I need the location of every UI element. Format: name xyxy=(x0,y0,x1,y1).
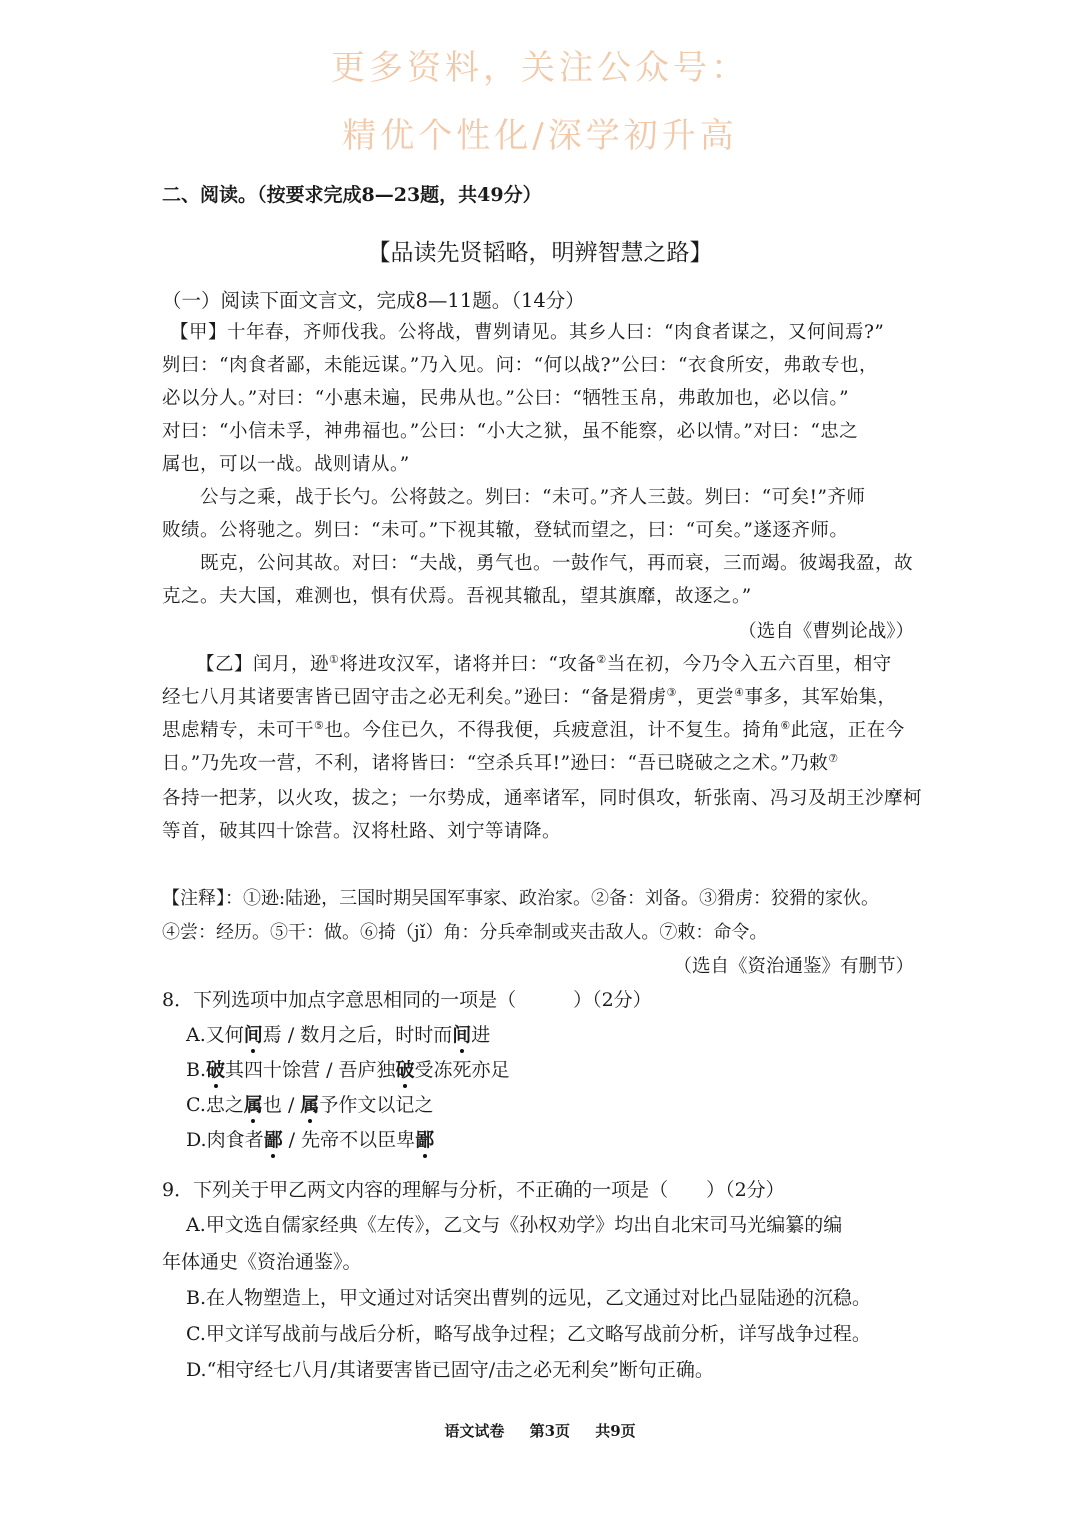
jia-source: （选自《曹刿论战》） xyxy=(738,621,914,642)
yi-line-5: 各持一把茅，以火攻，拔之；一尔势成，通率诸军，同时俱攻，斩张南、冯习及胡王沙摩柯 xyxy=(162,788,923,809)
jia-line-1: 【甲】十年春，齐师伐我。公将战，曹刿请见。其乡人曰：“肉食者谋之，又何间焉?” xyxy=(170,322,885,343)
jia-line-5: 属也，可以一战。战则请从。” xyxy=(162,454,410,475)
q9-option-c: C.甲文详写战前与战后分析，略写战争过程；乙文略写战前分析，详写战争过程。 xyxy=(186,1323,871,1345)
watermark-line-2: 精优个性化/深学初升高 xyxy=(342,116,738,156)
q8-option-d: D.肉食者鄙 / 先帝不以臣卑鄙 xyxy=(186,1129,435,1151)
jia-line-3: 必以分人。”对曰：“小惠未遍，民弗从也。”公曰：“牺牲玉帛，弗敢加也，必以信。” xyxy=(162,388,850,409)
theme-title: 【品读先贤韬略，明辨智慧之路】 xyxy=(367,240,713,266)
notes-line-1: 【注释】：①逊:陆逊，三国时期吴国军事家、政治家。②备：刘备。③猾虏：狡猾的家伙。 xyxy=(162,888,880,909)
footer-subject: 语文试卷 xyxy=(444,1422,505,1440)
part1-heading: （一）阅读下面文言文，完成8—11题。（14分） xyxy=(162,289,585,312)
jia-line-4: 对曰：“小信未孚，神弗福也。”公曰：“小大之狱，虽不能察，必以情。”对曰：“忠之 xyxy=(162,421,859,442)
jia-line-6: 公与之乘，战于长勺。公将鼓之。刿曰：“未可。”齐人三鼓。刿曰：“可矣!”齐师 xyxy=(200,487,866,508)
jia-line-7: 败绩。公将驰之。刿曰：“未可。”下视其辙，登轼而望之，曰：“可矣。”遂逐齐师。 xyxy=(162,520,849,541)
watermark-line-1: 更多资料，关注公众号： xyxy=(331,48,749,88)
q8-stem: 8．下列选项中加点字意思相同的一项是（ ）（2分） xyxy=(162,989,652,1011)
q9-option-d: D.“相守经七八月/其诸要害皆已固守/击之必无利矣”断句正确。 xyxy=(186,1359,714,1381)
q8-option-a: A.又何间焉 / 数月之后，时时而间进 xyxy=(186,1024,491,1046)
yi-line-1: 【乙】闰月，逊①将进攻汉军，诸将并曰：“攻备②当在初，今乃令入五六百里，相守 xyxy=(196,652,892,675)
footer-page: 第3页 xyxy=(529,1422,570,1440)
q9-option-b: B.在人物塑造上，甲文通过对话突出曹刿的远见，乙文通过对比凸显陆逊的沉稳。 xyxy=(186,1287,872,1309)
jia-line-9: 克之。夫大国，难测也，惧有伏焉。吾视其辙乱，望其旗靡，故逐之。” xyxy=(162,586,752,607)
q8-option-c: C.忠之属也 / 属予作文以记之 xyxy=(186,1094,434,1116)
q8-option-b: B.破其四十馀营 / 吾庐独破受冻死亦足 xyxy=(186,1059,510,1081)
notes-line-2: ④尝：经历。⑤干：做。⑥掎（jǐ）角：分兵牵制或夹击敌人。⑦敕：命令。 xyxy=(162,922,768,943)
jia-line-8: 既克，公问其故。对曰：“夫战，勇气也。一鼓作气，再而衰，三而竭。彼竭我盈，故 xyxy=(200,553,913,574)
q9-option-a-line-2: 年体通史《资治通鉴》。 xyxy=(162,1251,362,1273)
yi-line-2: 经七八月其诸要害皆已固守击之必无利矣。”逊曰：“备是猾虏③，更尝④事多，其军始集， xyxy=(162,685,897,708)
yi-line-3: 思虑精专，未可干⑤也。今住已久，不得我便，兵疲意沮，计不复生。掎角⑥此寇，正在今 xyxy=(162,718,905,741)
section-heading: 二、阅读。（按要求完成8—23题，共49分） xyxy=(162,184,542,206)
yi-line-6: 等首，破其四十馀营。汉将杜路、刘宁等请降。 xyxy=(162,821,562,842)
jia-line-2: 刿曰：“肉食者鄙，未能远谋。”乃入见。问：“何以战?”公曰：“衣食所安，弗敢专也， xyxy=(162,355,878,376)
page-footer xyxy=(0,1420,1080,1441)
notes-source: （选自《资治通鉴》有删节） xyxy=(673,956,914,977)
q9-option-a-line-1: A.甲文选自儒家经典《左传》，乙文与《孙权劝学》均出自北宋司马光编纂的编 xyxy=(186,1214,843,1236)
footer-total: 共9页 xyxy=(595,1422,636,1440)
q9-stem: 9．下列关于甲乙两文内容的理解与分析，不正确的一项是（ ）（2分） xyxy=(162,1179,785,1201)
yi-line-4: 日。”乃先攻一营，不利，诸将皆曰：“空杀兵耳!”逊曰：“吾已晓破之之术。”乃敕⑦ xyxy=(162,751,839,774)
